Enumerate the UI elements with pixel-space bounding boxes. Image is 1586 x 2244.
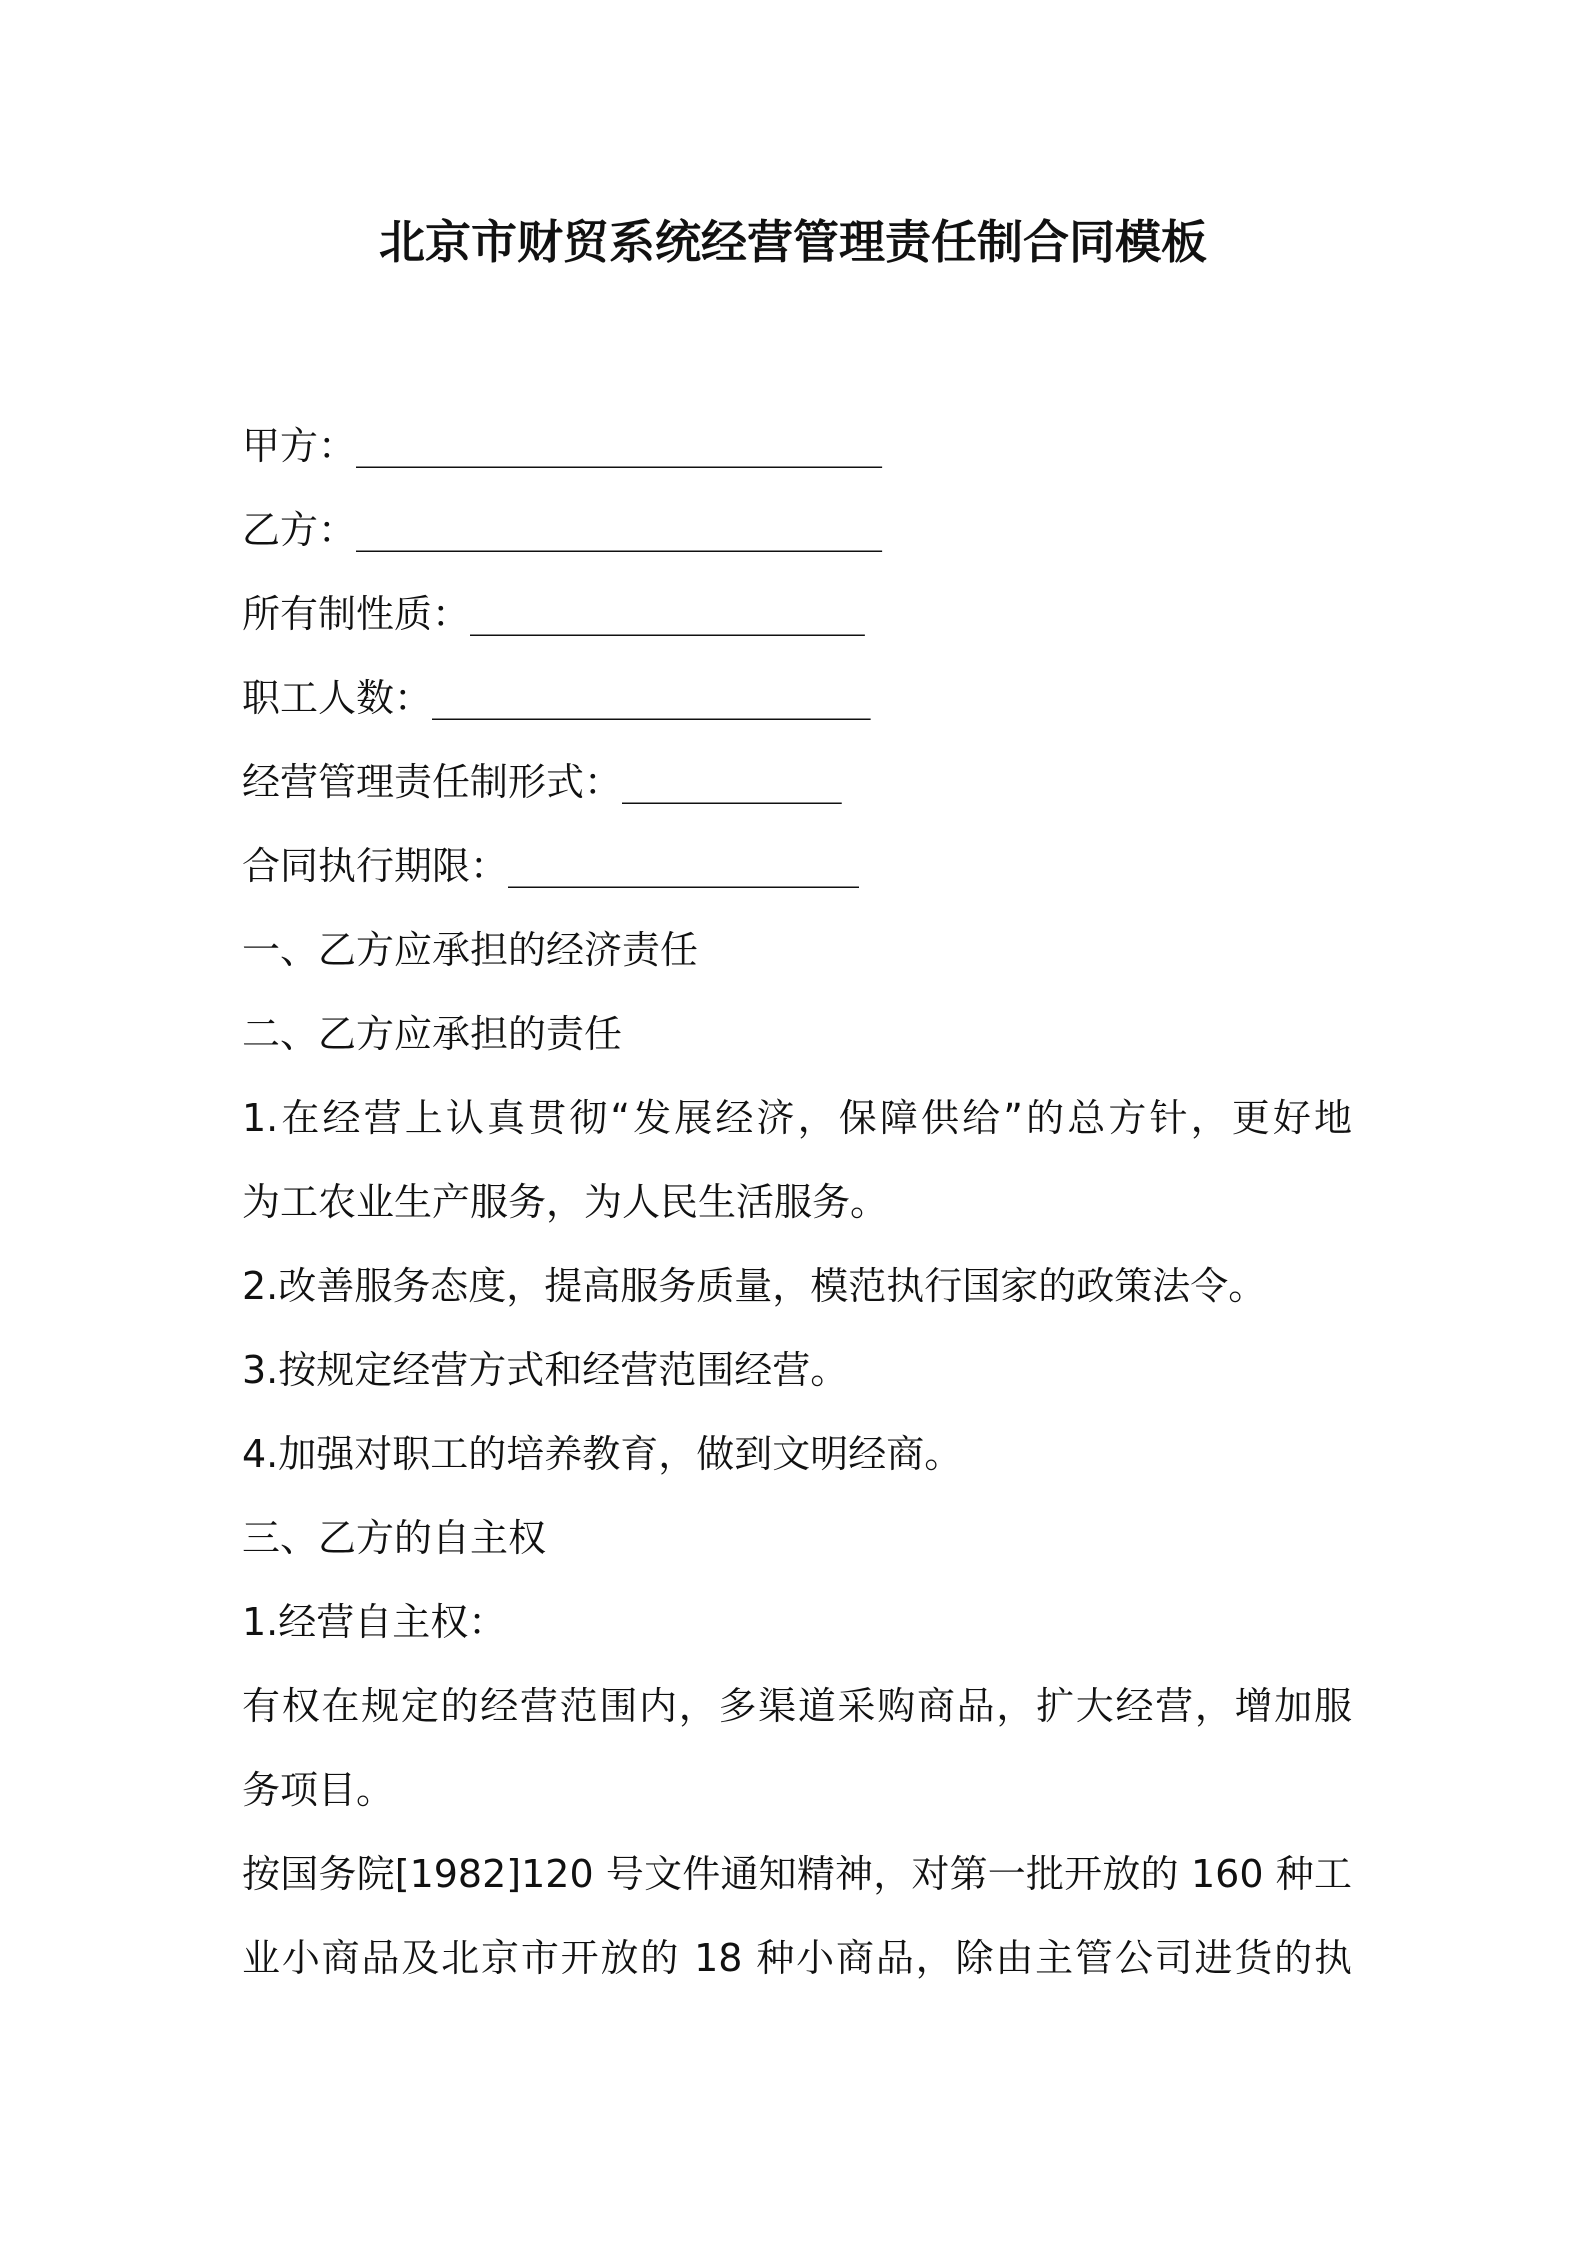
section-heading: 三、乙方的自主权 [242,1516,547,1560]
paragraph-line: 务项目。 [242,1768,395,1812]
paragraph-line: 为工农业生产服务，为人民生活服务。 [242,1180,889,1224]
paragraph-line: 按国务院[1982]120 号文件通知精神，对第一批开放的 160 种工 [242,1852,1352,1896]
field-blank: __________ [622,760,841,804]
field-label: 乙方： [242,508,357,552]
field-label: 职工人数： [242,676,433,720]
field-blank: ________________________ [356,424,882,468]
field-blank: ________________ [508,844,859,888]
paragraph-line: 1.在经营上认真贯彻“发展经济，保障供给”的总方针，更好地 [242,1096,1352,1140]
paragraph-line: 有权在规定的经营范围内，多渠道采购商品，扩大经营，增加服 [242,1684,1352,1728]
field-blank: ____________________ [432,676,870,720]
field-staff-count [242,656,1352,740]
field-party-b [242,488,1352,572]
paragraph-line: 4.加强对职工的培养教育，做到文明经商。 [242,1432,963,1476]
document-title: 北京市财贸系统经营管理责任制合同模板 [379,215,1207,269]
document-body [242,404,1352,2000]
field-label: 所有制性质： [242,592,471,636]
field-party-a [242,404,1352,488]
paragraph-line: 2.改善服务态度，提高服务质量，模范执行国家的政策法令。 [242,1264,1267,1308]
paragraph-line: 3.按规定经营方式和经营范围经营。 [242,1348,849,1392]
field-label: 经营管理责任制形式： [242,760,623,804]
field-contract-term [242,824,1352,908]
field-ownership [242,572,1352,656]
field-blank: __________________ [470,592,864,636]
field-label: 甲方： [242,424,357,468]
field-blank: ________________________ [356,508,882,552]
field-label: 合同执行期限： [242,844,509,888]
paragraph-line: 业小商品及北京市开放的 18 种小商品，除由主管公司进货的执 [242,1936,1352,1980]
section-heading: 二、乙方应承担的责任 [242,1012,623,1056]
field-responsibility-form [242,740,1352,824]
paragraph-line: 1.经营自主权： [242,1600,507,1644]
section-heading: 一、乙方应承担的经济责任 [242,928,699,972]
